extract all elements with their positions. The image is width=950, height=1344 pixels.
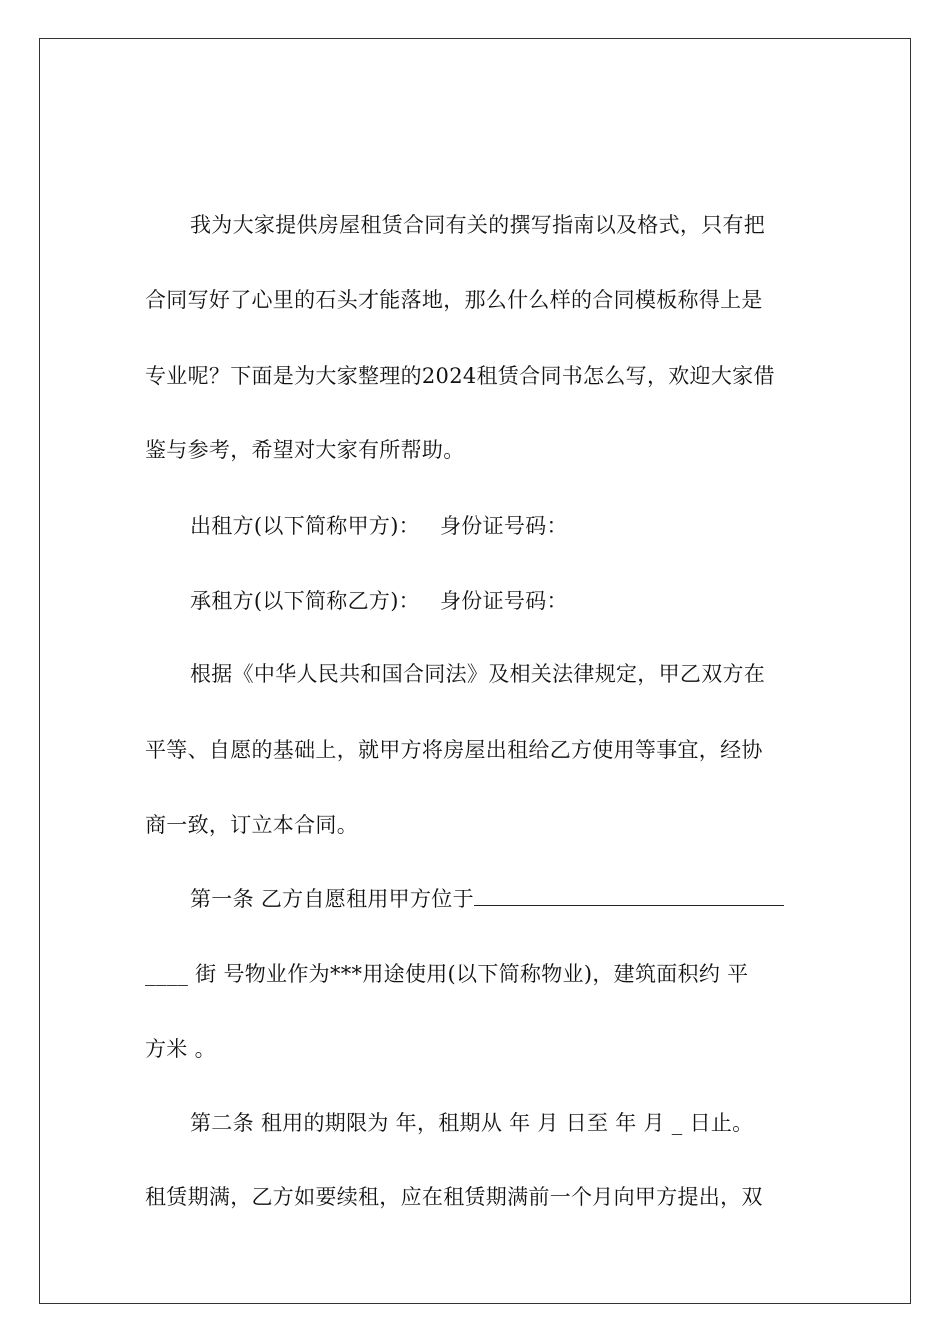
article1-blank-prefix: ____ [145, 962, 189, 986]
lessee-id-label: 身份证号码： [440, 589, 568, 613]
address-blank [474, 887, 784, 906]
article1-line-3: 方米 。 [145, 1037, 216, 1061]
intro-line-1: 我为大家提供房屋租赁合同有关的撰写指南以及格式，只有把 [190, 213, 766, 237]
article1-line-2 [145, 960, 748, 988]
lessor-line [190, 512, 568, 540]
preamble-line-3: 商一致，订立本合同。 [145, 813, 358, 837]
article2-line-2: 租赁期满，乙方如要续租，应在租赁期满前一个月向甲方提出，双 [145, 1185, 763, 1209]
lessor-label: 出租方(以下简称甲方)： [190, 514, 420, 538]
intro-line-3: 专业呢？下面是为大家整理的2024租赁合同书怎么写，欢迎大家借 [145, 364, 775, 388]
lessee-label: 承租方(以下简称乙方)： [190, 589, 420, 613]
lessee-line [190, 587, 568, 615]
article1-text-2: 街 号物业作为***用途使用(以下简称物业)，建筑面积约 平 [188, 962, 749, 986]
lessor-id-label: 身份证号码： [440, 514, 568, 538]
article1-line-1 [190, 885, 784, 913]
intro-line-4: 鉴与参考，希望对大家有所帮助。 [145, 438, 465, 462]
article1-text-1: 第一条 乙方自愿租用甲方位于 [190, 887, 474, 911]
preamble-line-2: 平等、自愿的基础上，就甲方将房屋出租给乙方使用等事宜，经协 [145, 738, 763, 762]
intro-line-2: 合同写好了心里的石头才能落地，那么什么样的合同模板称得上是 [145, 288, 763, 312]
article2-line-1: 第二条 租用的期限为 年，租期从 年 月 日至 年 月 _ 日止。 [190, 1111, 754, 1135]
preamble-line-1: 根据《中华人民共和国合同法》及相关法律规定，甲乙双方在 [190, 662, 766, 686]
